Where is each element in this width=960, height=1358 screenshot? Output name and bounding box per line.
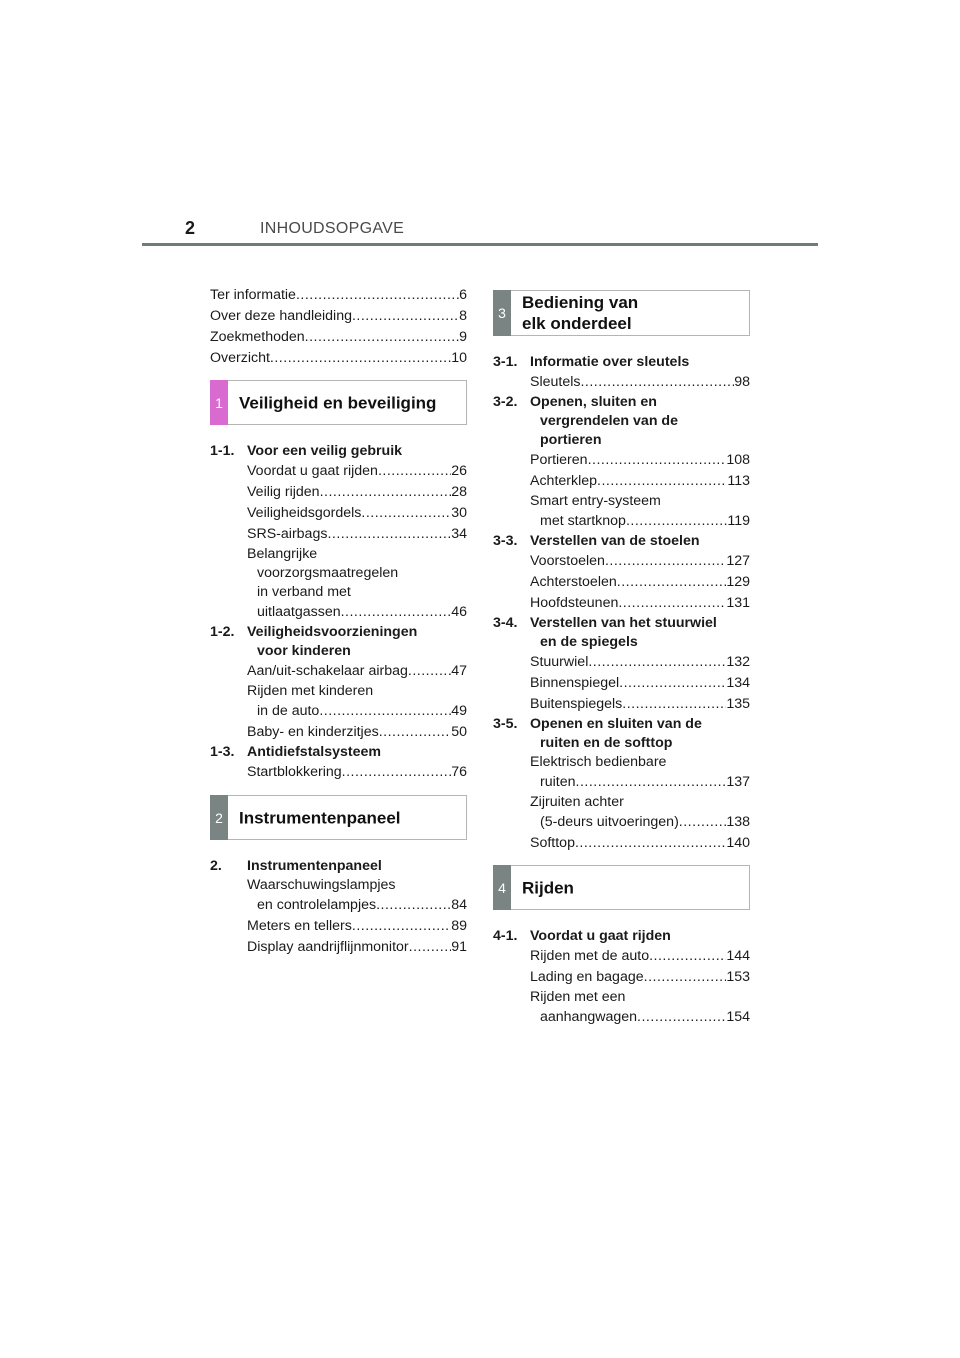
toc-entry[interactable]: Zoekmethoden ..... 9 (210, 327, 467, 348)
section-4-header[interactable] (493, 865, 750, 910)
page-number: 2 (185, 218, 196, 238)
section-3-title: Bediening van elk onderdeel (522, 293, 639, 333)
chapter-heading[interactable]: 1-1. Voor een veilig gebruik (210, 443, 403, 459)
page-header (142, 218, 818, 244)
toc-entry[interactable]: SRS-airbags ..... 34 (210, 524, 467, 545)
toc-entry[interactable]: Lading en bagage ..... 153 (493, 967, 750, 988)
toc-entry[interactable]: Voordat u gaat rijden ..... 26 (210, 461, 467, 482)
chapter-heading[interactable]: 3-5. Openen en sluiten van de (493, 716, 702, 732)
section-2-title: Instrumentenpaneel (239, 808, 401, 827)
toc-entry[interactable]: Startblokkering ..... 76 (210, 762, 467, 783)
toc-entry[interactable]: Rijden met de auto ..... 144 (493, 946, 750, 967)
chapter-heading[interactable]: 3-1. Informatie over sleutels (493, 354, 690, 370)
toc-entry[interactable]: Veiligheidsgordels ..... 30 (210, 503, 467, 524)
toc-entry[interactable]: Achterstoelen ..... 129 (493, 572, 750, 593)
toc-entry[interactable]: Portieren ..... 108 (493, 450, 750, 471)
header-rule (142, 243, 818, 246)
toc-entry[interactable]: Display aandrijflijnmonitor ..... 91 (210, 937, 467, 958)
toc-entry-multiline[interactable]: Rijden met kinderen in de auto ..... 49 (210, 682, 467, 722)
section-3-tab: 3 (493, 290, 511, 336)
toc-entry-multiline[interactable]: Elektrisch bedienbare ruiten ..... 137 (493, 753, 750, 793)
toc-entry[interactable]: Buitenspiegels ..... 135 (493, 694, 750, 715)
chapter-heading[interactable]: 3-2. Openen, sluiten en (493, 394, 657, 410)
toc-entry[interactable]: Hoofdsteunen ..... 131 (493, 593, 750, 614)
section-4-title: Rijden (522, 878, 574, 897)
chapter-heading[interactable]: 3-3. Verstellen van de stoelen (493, 533, 700, 549)
toc-entry[interactable]: Voorstoelen ..... 127 (493, 551, 750, 572)
section-2-header[interactable] (210, 795, 467, 840)
toc-entry[interactable]: Meters en tellers ..... 89 (210, 916, 467, 937)
toc-entry[interactable]: Veilig rijden ..... 28 (210, 482, 467, 503)
toc-entry[interactable]: Ter informatie ..... 6 (210, 285, 467, 306)
chapter-heading[interactable]: 3-4. Verstellen van het stuurwiel (493, 615, 717, 631)
toc-entry-multiline[interactable]: Smart entry-systeem met startknop ..... 119 (493, 492, 750, 532)
toc-entry[interactable]: Sleutels ..... 98 (493, 372, 750, 393)
toc-entry[interactable]: Overzicht ..... 10 (210, 348, 467, 369)
section-1-header[interactable] (210, 380, 467, 425)
section-2-tab: 2 (210, 795, 228, 840)
section-1-title: Veiligheid en beveiliging (239, 393, 437, 412)
chapter-heading[interactable]: 1-3. Antidiefstalsysteem (210, 744, 382, 760)
left-column: Ter informatie ..... 6 Over deze handleiding ..... 8 Zoekmethoden ..... 9 Overzicht ..... 10 1 Veiligheid en beveiliging 1-1. Voor een veilig gebruik Voordat u gaat rijden ..... 26 Veilig rijden ..... 28 Veiligheidsgordels ..... 30 SRS-airbags ..... 34 Belangrijke voorzorgsmaatregelen in verband met uitlaatgassen ..... 46 1-2. Veiligheidsvoorzieningen voor kinderen Aan/uit-schakelaar airbag ..... 47 Rijden met kinderen in de auto ..... 49 Baby- en kinderzitjes ..... 50 1-3. Antidiefstalsysteem Startblokkering ..... 76 2 Instrumentenpaneel 2. Instrumentenpaneel Waarschuwingslampjes en controlelampjes ..... 84 Meters en tellers ..... 89 Display aandrijflijnmonitor ..... 91 (210, 285, 467, 958)
toc-entry[interactable]: Achterklep ..... 113 (493, 471, 750, 492)
section-4-tab: 4 (493, 865, 511, 910)
chapter-heading[interactable]: 2. Instrumentenpaneel (210, 858, 382, 874)
toc-entry-multiline[interactable]: Zijruiten achter (5-deurs uitvoeringen) ..... 138 (493, 793, 750, 833)
toc-entry-multiline[interactable]: Rijden met een aanhangwagen ..... 154 (493, 988, 750, 1028)
toc-entry-multiline[interactable]: Belangrijke voorzorgsmaatregelen in verband met uitlaatgassen ..... 46 (210, 545, 467, 623)
toc-entry[interactable]: Stuurwiel ..... 132 (493, 652, 750, 673)
section-3-header[interactable] (493, 290, 750, 336)
toc-entry[interactable]: Over deze handleiding ..... 8 (210, 306, 467, 327)
right-column: 3 Bediening van elk onderdeel 3-1. Informatie over sleutels Sleutels ..... 98 3-2. Openen, sluiten en vergrendelen van de portieren Portieren ..... 108 Achterklep ..... 113 Smart entry-systeem met startknop ..... 119 3-3. Verstellen van de stoelen Voorstoelen ..... 127 Achterstoelen ..... 129 Hoofdsteunen ..... 131 3-4. Verstellen van het stuurwiel en de spiegels Stuurwiel ..... 132 Binnenspiegel ..... 134 Buitenspiegels ..... 135 3-5. Openen en sluiten van de ruiten en de softtop Elektrisch bedienbare ruiten ..... 137 Zijruiten achter (5-deurs uitvoeringen) ..... 138 Softtop ..... 140 4 Rijden 4-1. Voordat u gaat rijden Rijden met de auto ..... 144 Lading en bagage ..... 153 Rijden met een aanhangwagen ..... 154 (493, 285, 750, 1028)
page-title: INHOUDSOPGAVE (260, 220, 405, 237)
chapter-heading[interactable]: 1-2. Veiligheidsvoorzieningen (210, 624, 418, 640)
toc-entry[interactable]: Binnenspiegel ..... 134 (493, 673, 750, 694)
toc-entry[interactable]: Baby- en kinderzitjes ..... 50 (210, 722, 467, 743)
toc-entry-multiline[interactable]: Waarschuwingslampjes en controlelampjes ..... 84 (210, 876, 467, 916)
section-1-tab: 1 (210, 380, 228, 425)
toc-entry[interactable]: Softtop ..... 140 (493, 833, 750, 854)
chapter-heading[interactable]: 4-1. Voordat u gaat rijden (493, 928, 671, 944)
toc-entry[interactable]: Aan/uit-schakelaar airbag ..... 47 (210, 661, 467, 682)
